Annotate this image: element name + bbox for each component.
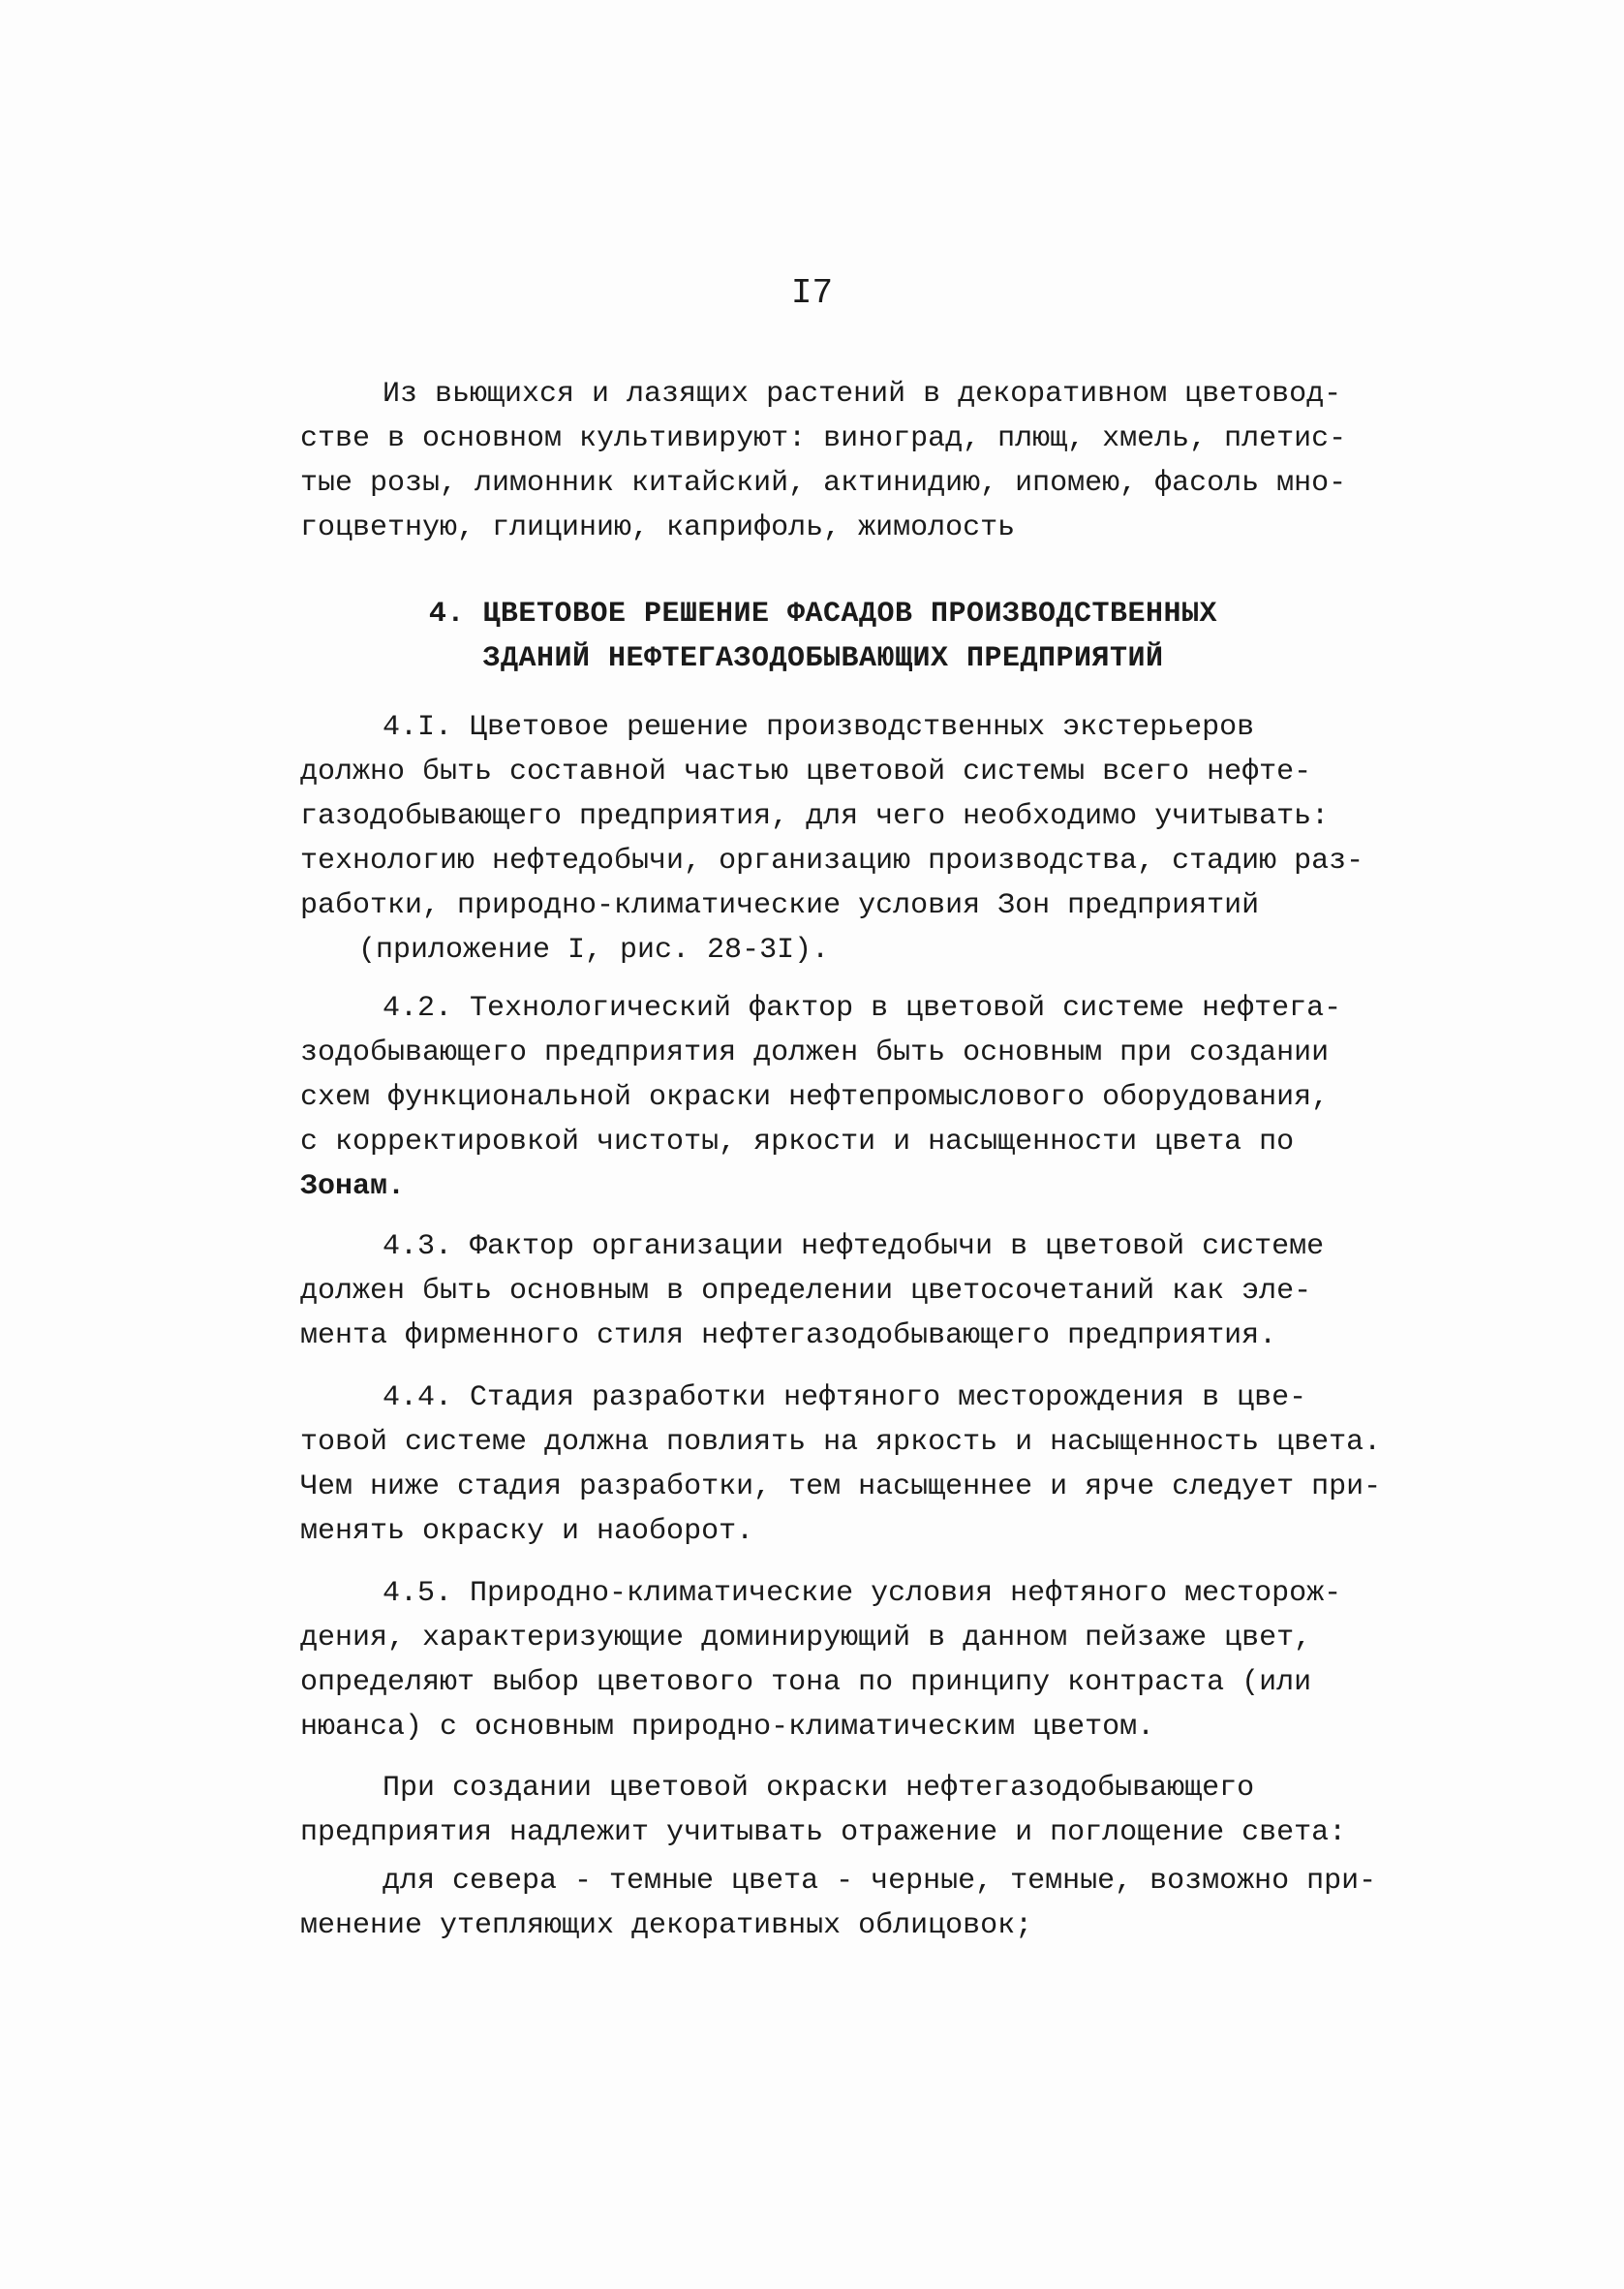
text-line: зодобывающего предприятия должен быть основным при создании — [300, 1036, 1330, 1069]
text-line: должен быть основным в определении цветосочетаний как эле- — [300, 1275, 1312, 1308]
text-line: 4.5. Природно-климатические условия нефтяного месторож- — [383, 1577, 1342, 1610]
paragraph-4-1 — [300, 705, 1364, 973]
paragraph-light — [300, 1766, 1346, 1855]
heading-line: 4. ЦВЕТОВОЕ РЕШЕНИЕ ФАСАДОВ ПРОИЗВОДСТВЕННЫХ — [428, 598, 1218, 631]
text-line: технологию нефтедобычи, организацию производства, стадию раз- — [300, 845, 1364, 878]
text-line: должно быть составной частью цветовой системы всего нефте- — [300, 756, 1312, 789]
heading-line: ЗДАНИЙ НЕФТЕГАЗОДОБЫВАЮЩИХ ПРЕДПРИЯТИЙ — [482, 642, 1164, 675]
text-line: определяют выбор цветового тона по принципу контраста (или — [300, 1666, 1312, 1699]
text-line: гоцветную, глицинию, каприфоль, жимолость — [300, 511, 1016, 544]
text-line: с корректировкой чистоты, яркости и насыщенности цвета по — [300, 1126, 1295, 1159]
text-line: мента фирменного стиля нефтегазодобывающего предприятия. — [300, 1319, 1277, 1352]
text-line: 4.4. Стадия разработки нефтяного месторождения в цве- — [383, 1381, 1307, 1414]
text-line: 4.3. Фактор организации нефтедобычи в цветовой системе — [383, 1230, 1325, 1263]
text-line: для севера - темные цвета - черные, темные, возможно при- — [383, 1865, 1377, 1898]
section-heading — [300, 592, 1346, 681]
paragraph-4-4 — [300, 1376, 1382, 1554]
page-number: I7 — [790, 273, 834, 313]
paragraph-4-5 — [300, 1571, 1346, 1749]
intro-paragraph — [300, 372, 1346, 550]
text-line: Из вьющихся и лазящих растений в декоративном цветовод- — [383, 378, 1342, 411]
paragraph-4-2 — [300, 986, 1346, 1209]
text-line: менять окраску и наоборот. — [300, 1515, 754, 1548]
text-line: При создании цветовой окраски нефтегазодобывающего — [383, 1772, 1255, 1805]
text-line: товой системе должна повлиять на яркость и насыщенность цвета. — [300, 1426, 1382, 1459]
text-line: дения, характеризующие доминирующий в данном пейзаже цвет, — [300, 1622, 1312, 1655]
text-line: менение утепляющих декоративных облицовок; — [300, 1909, 1033, 1942]
text-line: 4.I. Цветовое решение производственных экстерьеров — [383, 711, 1255, 744]
text-line: работки, природно-климатические условия Зон предприятий — [300, 889, 1260, 922]
text-line: газодобывающего предприятия, для чего необходимо учитывать: — [300, 800, 1330, 833]
text-line: схем функциональной окраски нефтепромыслового оборудования, — [300, 1081, 1330, 1114]
text-line: предприятия надлежит учитывать отражение и поглощение света: — [300, 1816, 1347, 1849]
text-line: Зонам. — [300, 1170, 406, 1203]
paragraph-north — [300, 1859, 1377, 1948]
text-line: Чем ниже стадия разработки, тем насыщеннее и ярче следует при- — [300, 1470, 1382, 1503]
paragraph-4-3 — [300, 1224, 1346, 1358]
text-line: стве в основном культивируют: виноград, плющ, хмель, плетис- — [300, 422, 1347, 455]
text-line: 4.2. Технологический фактор в цветовой системе нефтега- — [383, 992, 1342, 1025]
text-line: тые розы, лимонник китайский, актинидию, ипомею, фасоль мно- — [300, 467, 1347, 500]
text-line: нюанса) с основным природно-климатическим цветом. — [300, 1711, 1155, 1744]
text-line: (приложение I, рис. 28-3I). — [358, 934, 830, 967]
